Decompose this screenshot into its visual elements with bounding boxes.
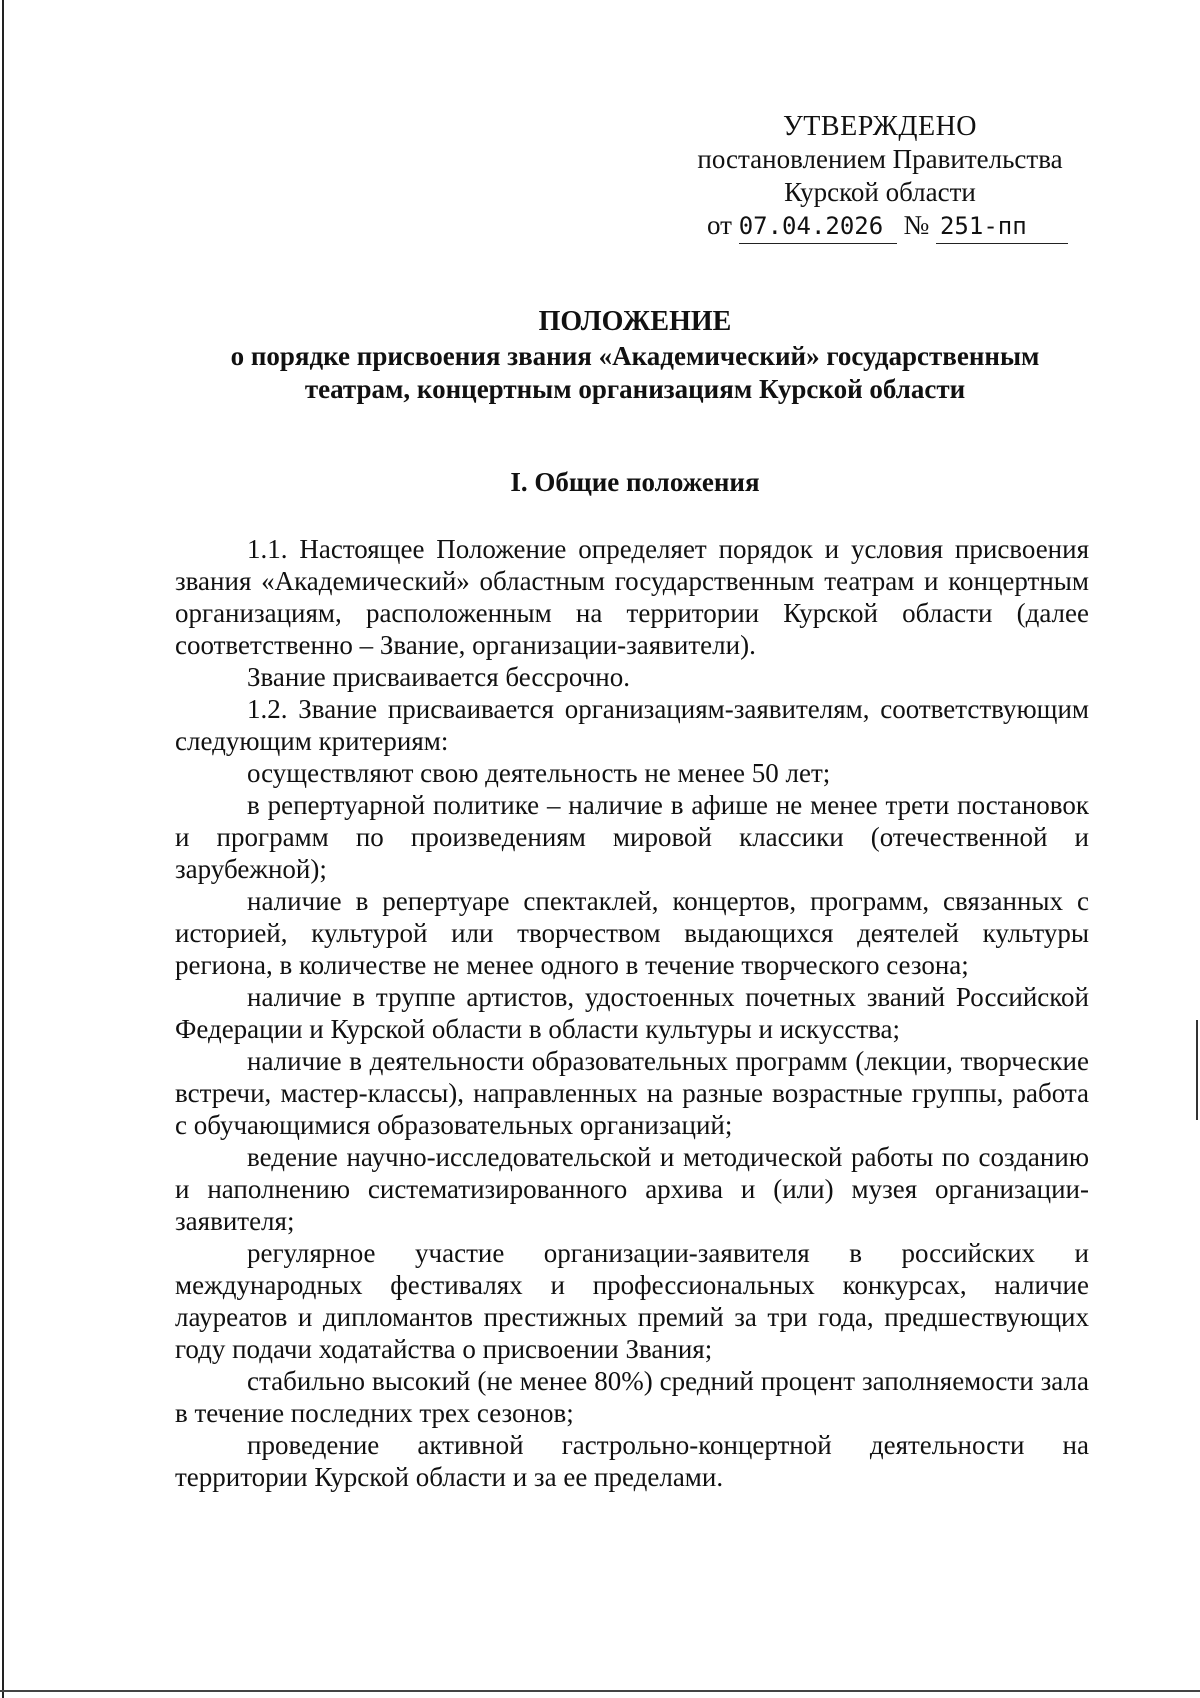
scan-bottom-edge (0, 1690, 1200, 1692)
criterion-honored-artists: наличие в труппе артистов, удостоенных почетных званий Российской Федерации и Курской области в области культуры и искусства; (175, 982, 1089, 1044)
section-body (175, 533, 1089, 1493)
approval-date: 07.04.2026 (739, 210, 897, 244)
section-heading: I. Общие положения (510, 467, 760, 497)
criterion-regional-history: наличие в репертуаре спектаклей, концертов, программ, связанных с историей, культурой или творчеством выдающихся деятелей культуры региона, в количестве не менее одного в течение творческого сезона; (175, 886, 1089, 980)
paragraph-1-1: 1.1. Настоящее Положение определяет порядок и условия присвоения звания «Академический» областным государственным театрам и концертным организациям, расположенным на территории Курской области (далее соответственно – Звание, организации-заявители). (175, 534, 1089, 660)
paragraph-term: Звание присваивается бессрочно. (247, 662, 630, 692)
approval-date-line (680, 209, 1080, 244)
scan-right-mark (1196, 1020, 1198, 1120)
paragraph-1-2: 1.2. Звание присваивается организациям-заявителям, соответствующим следующим критериям: (175, 694, 1089, 756)
approval-number: 251-пп (936, 210, 1068, 244)
criterion-research-archive: ведение научно-исследовательской и методической работы по созданию и наполнению систематизированного архива и (или) музея организации-заявителя; (175, 1142, 1089, 1236)
document-subtitle-line-2: театрам, концертным организациям Курской области (304, 374, 966, 404)
criterion-educational-programs: наличие в деятельности образовательных программ (лекции, творческие встречи, мастер-классы), направленных на разные возрастные группы, работа с обучающимися образовательных организаций; (175, 1046, 1089, 1140)
document-subtitle-line-1: о порядке присвоения звания «Академический» государственным (230, 341, 1040, 371)
criterion-repertoire-classics: в репертуарной политике – наличие в афише не менее трети постановок и программ по произведениям мировой классики (отечественной и зарубежной); (175, 790, 1089, 884)
approval-stamp-block (680, 110, 1080, 244)
criterion-festivals: регулярное участие организации-заявителя в российских и международных фестивалях и профессиональных конкурсах, наличие лауреатов и дипломантов престижных премий за три года, предшествующих году подачи ходатайства о присвоении Звания; (175, 1238, 1089, 1364)
scan-left-edge (2, 0, 4, 1698)
approval-line-1: постановлением Правительства (697, 144, 1063, 174)
document-title: ПОЛОЖЕНИЕ (538, 306, 732, 337)
criterion-years: осуществляют свою деятельность не менее 50 лет; (247, 758, 831, 788)
date-prefix: от (707, 210, 732, 240)
document-title-block (150, 305, 1120, 406)
approval-line-2: Курской области (784, 177, 976, 207)
number-prefix: № (903, 210, 930, 240)
criterion-touring: проведение активной гастрольно-концертной деятельности на территории Курской области и за ее пределами. (175, 1430, 1089, 1492)
criterion-occupancy: стабильно высокий (не менее 80%) средний процент заполняемости зала в течение последних трех сезонов; (175, 1366, 1089, 1428)
approval-heading: УТВЕРЖДЕНО (782, 111, 978, 142)
